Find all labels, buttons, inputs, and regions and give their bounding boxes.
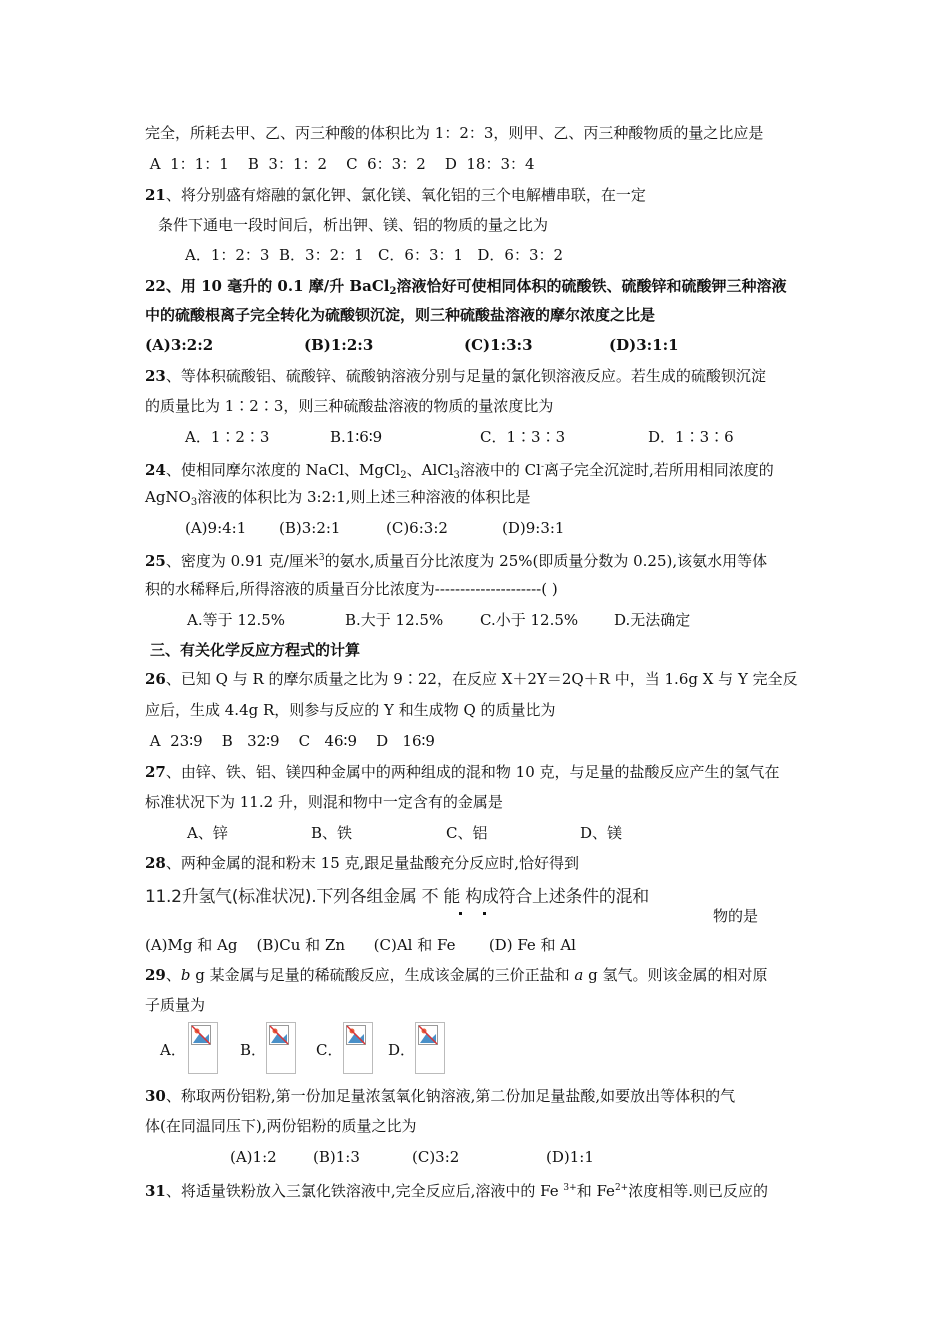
question-30-option-c: (C)3:2	[412, 1148, 460, 1166]
question-22-option-c: (C)1:3:3	[464, 336, 533, 354]
question-31-line-1: 31、将适量铁粉放入三氯化铁溶液中,完全反应后,溶液中的 Fe $^{3+}$和 $Fe^{2+}$浓度相等.则已反应的	[145, 1182, 768, 1200]
question-29-option-c-image	[343, 1022, 373, 1074]
question-25-option-d: D.无法确定	[614, 611, 691, 629]
question-31-number: 31	[145, 1182, 166, 1200]
question-24-option-c: (C)6:3:2	[386, 519, 448, 537]
question-30-line-1: 30、称取两份铝粉,第一份加足量浓氢氧化钠溶液,第二份加足量盐酸,如要放出等体积的气	[145, 1087, 736, 1105]
question-25-line-1: 25、密度为 0.91 克/厘米$^3$的氨水,质量百分比浓度为 25%(即质量分数为 0.25),该氨水用等体	[145, 552, 768, 570]
question-27-line-2: 标准状况下为 11.2 升，则混和物中一定含有的金属是	[145, 793, 503, 811]
question-29-option-d-label: D．	[388, 1041, 416, 1059]
question-27-option-c: C、铝	[446, 824, 488, 842]
question-30-option-a: (A)1:2	[230, 1148, 277, 1166]
question-24-line-2: AgNO$_3$溶液的体积比为 3:2:1,则上述三种溶液的体积比是	[145, 488, 531, 508]
question-28-line-1: 28、两种金属的混和粉末 15 克,跟足量盐酸充分反应时,恰好得到	[145, 854, 580, 872]
question-29-option-a-image	[188, 1022, 218, 1074]
question-21-number: 21	[145, 186, 166, 204]
question-29-option-d-image	[415, 1022, 445, 1074]
question-24-option-b: (B)3:2:1	[279, 519, 341, 537]
question-29-number: 29	[145, 966, 166, 984]
question-25-option-c: C.小于 12.5%	[480, 611, 579, 629]
question-24-line-1: 24、使相同摩尔浓度的 NaCl、MgCl$_2$、AlCl$_3$溶液中的 Cl-离子完全沉淀时,若所用相同浓度的	[145, 461, 774, 481]
question-29-option-b-image	[266, 1022, 296, 1074]
question-29-line-1: 29、b g 某金属与足量的稀硫酸反应，生成该金属的三价正盐和 a g 氢气。则该金属的相对原	[145, 966, 768, 984]
question-23-line-1: 23、等体积硫酸铝、硫酸锌、硫酸钠溶液分别与足量的氯化钡溶液反应。若生成的硫酸钡沉淀	[145, 367, 766, 385]
question-23-option-b: B.1∶6∶9	[330, 428, 383, 446]
broken-image-icon	[418, 1025, 438, 1045]
question-25-line-2: 积的水稀释后,所得溶液的质量百分比浓度为---------------------( )	[145, 580, 558, 598]
question-30-line-2: 体(在同温同压下),两份铝粉的质量之比为	[145, 1117, 417, 1135]
question-26-options: A 23∶9 B 32∶9 C 46∶9 D 16∶9	[145, 732, 435, 750]
emphasis-dot	[483, 912, 486, 915]
question-30-option-b: (B)1:3	[313, 1148, 360, 1166]
broken-image-icon	[346, 1025, 366, 1045]
question-29-option-c-label: C．	[316, 1041, 343, 1059]
question-29-line-2: 子质量为	[145, 996, 206, 1014]
question-23-option-c: C．1∶3∶3	[480, 428, 566, 446]
section-3-heading: 三、有关化学反应方程式的计算	[150, 641, 361, 659]
broken-image-icon	[191, 1025, 211, 1045]
question-23-number: 23	[145, 367, 166, 385]
question-27-option-b: B、铁	[311, 824, 353, 842]
question-28-line-2: 11.2升氢气(标准状况).下列各组金属 不 能 构成符合上述条件的混和	[145, 887, 649, 907]
question-26-line-2: 应后，生成 4.4g R，则参与反应的 Y 和生成物 Q 的质量比为	[145, 701, 556, 719]
question-28-number: 28	[145, 854, 166, 872]
question-28-options: (A)Mg 和 Ag (B)Cu 和 Zn (C)Al 和 Fe (D) Fe 和 Al	[145, 936, 576, 954]
question-22-option-b: (B)1:2:3	[304, 336, 374, 354]
question-23-option-a: A．1∶2∶3	[185, 428, 270, 446]
question-30-number: 30	[145, 1087, 166, 1105]
question-20-options: A 1：1：1 B 3：1：2 C 6：3：2 D 18：3：4	[145, 155, 535, 173]
question-22-line-2: 中的硫酸根离子完全转化为硫酸钡沉淀，则三种硫酸盐溶液的摩尔浓度之比是	[145, 306, 656, 324]
question-22-option-a: (A)3:2:2	[145, 336, 214, 354]
question-29-option-b-label: B．	[240, 1041, 267, 1059]
question-27-number: 27	[145, 763, 166, 781]
question-30-option-d: (D)1:1	[546, 1148, 594, 1166]
question-24-number: 24	[145, 461, 166, 479]
question-21-line-1: 21、将分别盛有熔融的氯化钾、氯化镁、氧化铝的三个电解槽串联，在一定	[145, 186, 646, 204]
question-22-option-d: (D)3:1:1	[609, 336, 679, 354]
emphasis-dot	[459, 912, 462, 915]
question-24-option-d: (D)9:3:1	[502, 519, 565, 537]
question-20-continuation: 完全，所耗去甲、乙、丙三种酸的体积比为 1：2：3，则甲、乙、丙三种酸物质的量之比应是	[145, 124, 764, 142]
question-23-option-d: D．1∶3∶6	[648, 428, 734, 446]
question-28-line-2-tail: 物的是	[713, 907, 759, 925]
question-27-option-a: A、锌	[187, 824, 228, 842]
question-26-line-1: 26、已知 Q 与 R 的摩尔质量之比为 9∶22，在反应 X＋2Y＝2Q＋R 中，当 1.6g X 与 Y 完全反	[145, 670, 798, 688]
question-21-options: A．1：2：3 B．3：2：1 C．6：3：1 D．6：3：2	[185, 246, 564, 264]
question-22-line-1: 22、用 10 毫升的 0.1 摩/升 BaCl$_2$溶液恰好可使相同体积的硫酸铁、硫酸锌和硫酸钾三种溶液	[145, 277, 787, 297]
question-27-option-d: D、镁	[580, 824, 623, 842]
broken-image-icon	[269, 1025, 289, 1045]
question-29-option-a-label: A．	[160, 1041, 186, 1059]
question-27-line-1: 27、由锌、铁、铝、镁四种金属中的两种组成的混和物 10 克，与足量的盐酸反应产生的氢气在	[145, 763, 780, 781]
question-26-number: 26	[145, 670, 166, 688]
question-21-line-2: 条件下通电一段时间后，析出钾、镁、铝的物质的量之比为	[158, 216, 549, 234]
question-25-option-b: B.大于 12.5%	[345, 611, 444, 629]
question-25-number: 25	[145, 552, 166, 570]
question-24-option-a: (A)9:4:1	[185, 519, 247, 537]
question-23-line-2: 的质量比为 1∶2∶3，则三种硫酸盐溶液的物质的量浓度比为	[145, 397, 554, 415]
question-25-option-a: A.等于 12.5%	[187, 611, 286, 629]
